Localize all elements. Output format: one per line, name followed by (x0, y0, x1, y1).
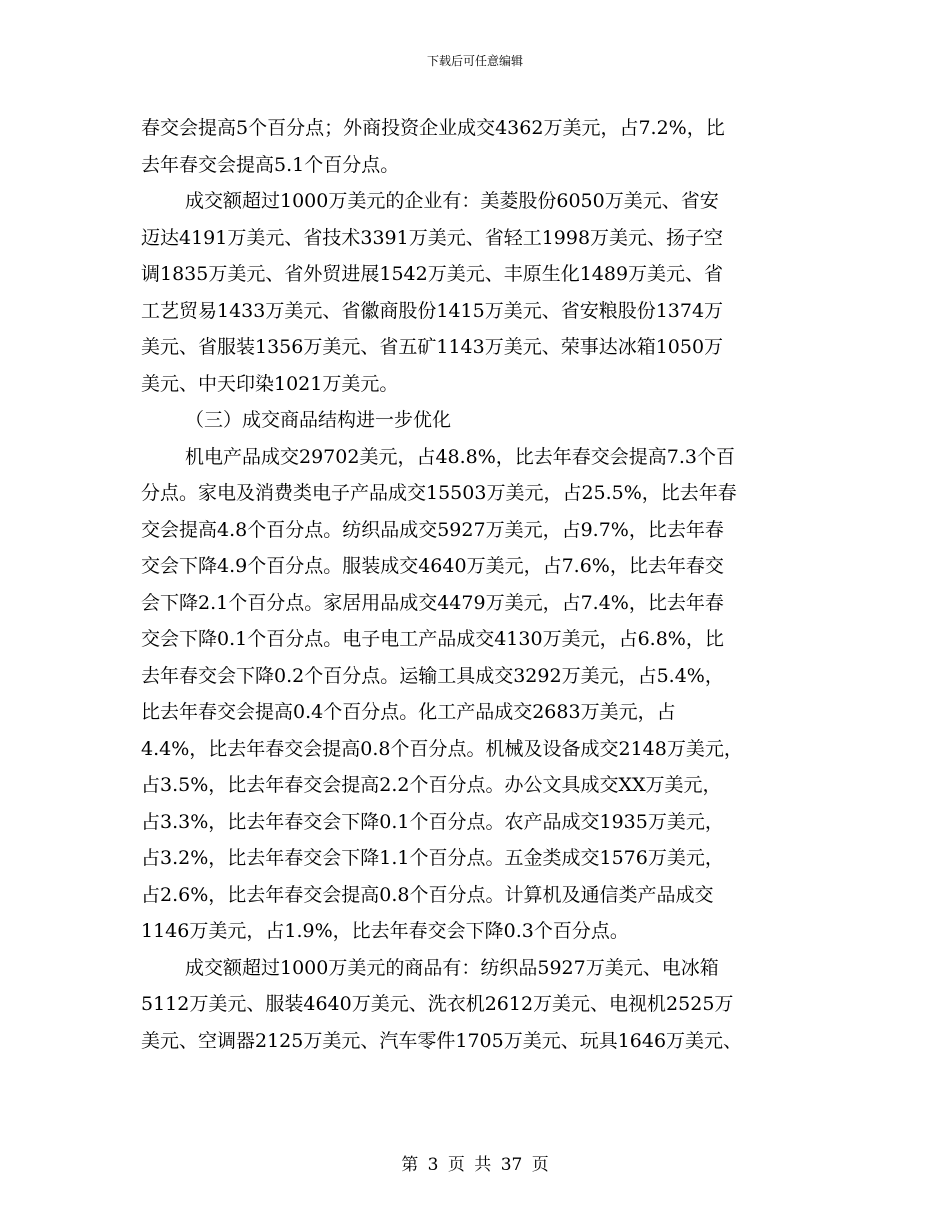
text-line: 成交额超过1000万美元的企业有：美菱股份6050万美元、省安 (185, 190, 719, 212)
text-line: 调1835万美元、省外贸进展1542万美元、丰原生化1489万美元、省 (141, 263, 724, 285)
document-body (141, 110, 811, 1059)
text-line: 5112万美元、服装4640万美元、洗衣机2612万美元、电视机2525万 (141, 993, 734, 1015)
page-header: 下载后可任意编辑 (426, 54, 523, 68)
text-line: 占3.2%，比去年春交会下降1.1个百分点。五金类成交1576万美元， (141, 847, 724, 869)
text-line: （三）成交商品结构进一步优化 (185, 409, 452, 431)
text-line: 1146万美元，占1.9%，比去年春交会下降0.3个百分点。 (141, 920, 629, 942)
text-line: 迈达4191万美元、省技术3391万美元、省轻工1998万美元、扬子空 (141, 226, 724, 249)
text-line: 会下降2.1个百分点。家居用品成交4479万美元，占7.4%，比去年春 (141, 591, 724, 614)
text-line: 美元、中天印染1021万美元。 (141, 372, 399, 395)
text-line: 交会提高4.8个百分点。纺织品成交5927万美元，占9.7%，比去年春 (141, 518, 724, 541)
text-line: 去年春交会提高5.1个百分点。 (141, 153, 400, 176)
text-line: 4.4%，比去年春交会提高0.8个百分点。机械及设备成交2148万美元， (141, 737, 743, 760)
text-line: 占3.5%，比去年春交会提高2.2个百分点。办公文具成交XX万美元， (141, 774, 722, 796)
text-line: 分点。家电及消费类电子产品成交15503万美元，占25.5%，比去年春 (141, 482, 737, 504)
text-line: 美元、省服装1356万美元、省五矿1143万美元、荣事达冰箱1050万 (141, 336, 724, 358)
text-line: 机电产品成交29702美元，占48.8%，比去年春交会提高7.3个百 (185, 445, 736, 468)
text-line: 成交额超过1000万美元的商品有：纺织品5927万美元、电冰箱 (185, 956, 719, 979)
text-line: 占2.6%，比去年春交会提高0.8个百分点。计算机及通信类产品成交 (141, 883, 714, 906)
text-line: 去年春交会下降0.2个百分点。运输工具成交3292万美元，占5.4%， (141, 664, 724, 687)
text-line: 占3.3%，比去年春交会下降0.1个百分点。农产品成交1935万美元， (141, 810, 724, 833)
text-line: 工艺贸易1433万美元、省徽商股份1415万美元、省安粮股份1374万 (141, 299, 724, 322)
text-line: 交会下降0.1个百分点。电子电工产品成交4130万美元，占6.8%，比 (141, 628, 724, 650)
text-line: 交会下降4.9个百分点。服装成交4640万美元，占7.6%，比去年春交 (141, 555, 724, 577)
text-line: 比去年春交会提高0.4个百分点。化工产品成交2683万美元，占 (141, 701, 676, 723)
text-line: 春交会提高5个百分点；外商投资企业成交4362万美元，占7.2%，比 (141, 117, 725, 139)
text-line: 美元、空调器2125万美元、汽车零件1705万美元、玩具1646万美元、 (141, 1029, 743, 1052)
page-number-footer: 第 3 页 共 37 页 (401, 1155, 549, 1175)
